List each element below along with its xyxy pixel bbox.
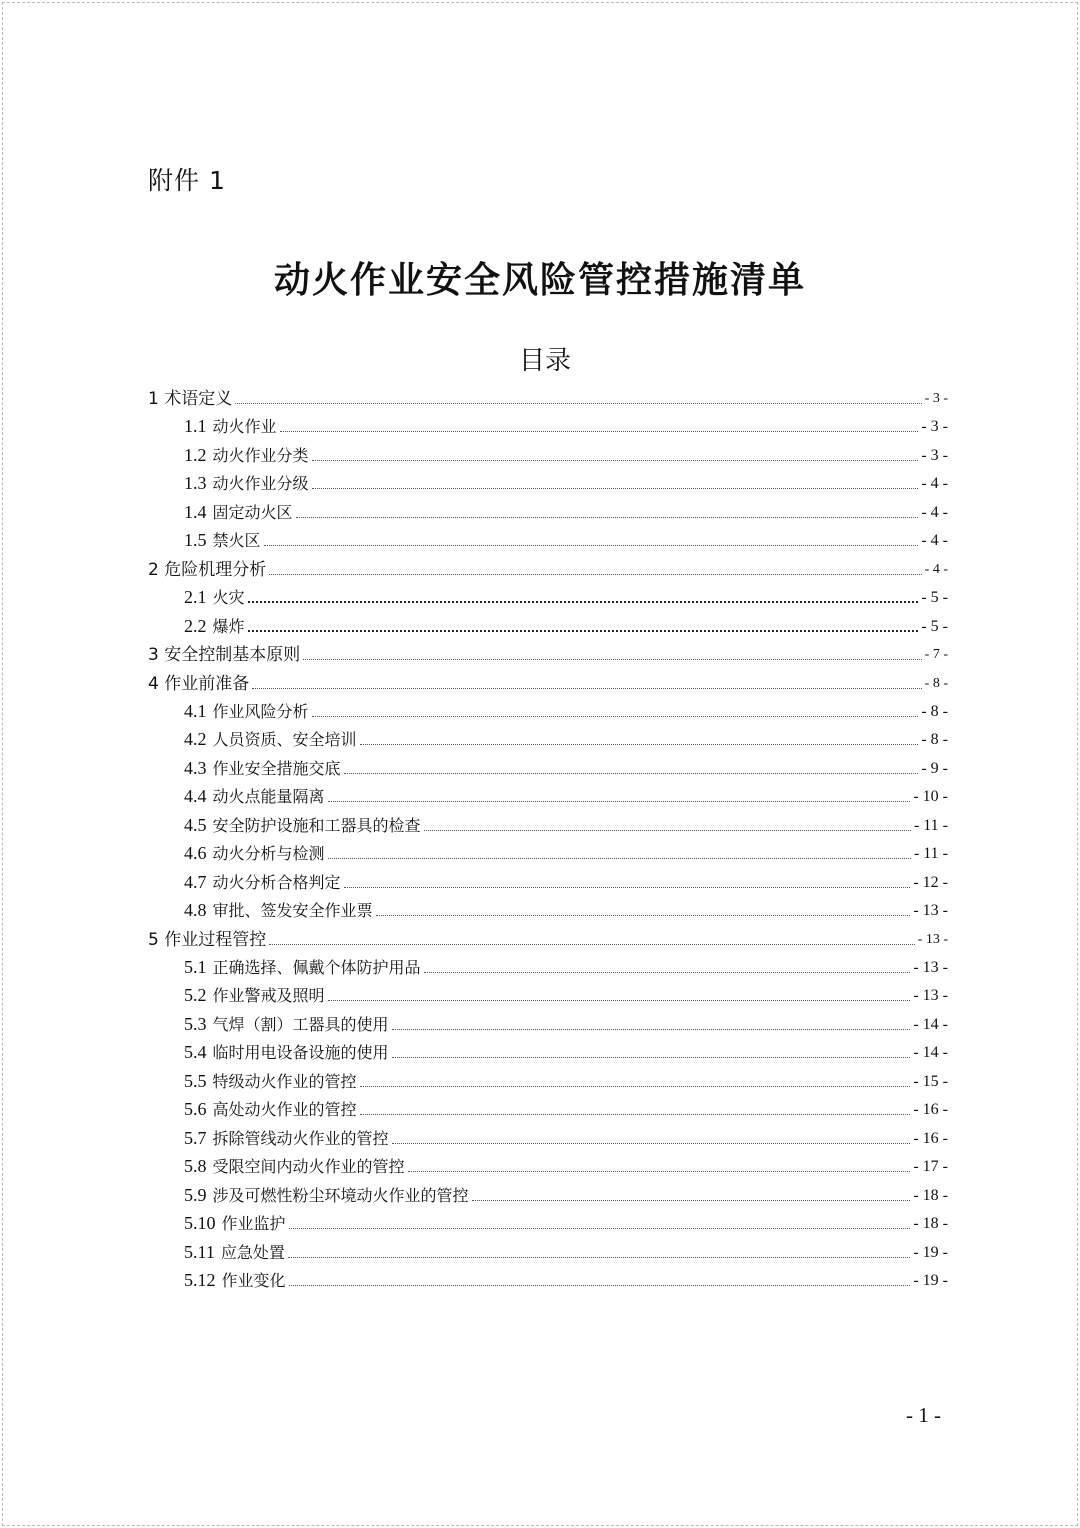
toc-entry-page: - 4 -: [921, 503, 948, 521]
toc-entry-number: 5.11: [184, 1241, 215, 1262]
toc-entry-page: - 11 -: [913, 816, 948, 834]
toc-entry-page: - 13 -: [913, 987, 948, 1005]
toc-entry-label: [184, 501, 296, 524]
toc-entry-number: 5.7: [184, 1127, 207, 1148]
page-number: - 1 -: [906, 1403, 941, 1427]
toc-entry-page: - 8 -: [921, 702, 948, 720]
toc-entry-number: 2.2: [184, 615, 207, 636]
toc-entry-text: 作业风险分析: [212, 701, 309, 721]
toc-dot-leader: [252, 687, 921, 689]
toc-entry-number: 5.12: [184, 1269, 216, 1290]
toc-entry[interactable]: [184, 951, 948, 979]
toc-dot-leader: [472, 1199, 911, 1201]
toc-dot-leader: [328, 999, 911, 1001]
toc-entry[interactable]: [184, 1036, 948, 1064]
toc-entry-label: [184, 842, 328, 865]
toc-entry-page: - 4 -: [921, 532, 948, 550]
toc-entry[interactable]: [184, 1236, 948, 1264]
toc-dot-leader: [328, 800, 911, 802]
toc-entry-text: 动火分析合格判定: [212, 872, 341, 892]
toc-entry-label: [148, 644, 303, 666]
toc-entry-page: - 19 -: [913, 1271, 948, 1289]
toc-entry-label: [184, 728, 360, 751]
toc-dot-leader: [376, 914, 911, 916]
toc-entry-text: 气焊（割）工器具的使用: [212, 1014, 389, 1034]
toc-entry-page: - 5 -: [921, 589, 948, 607]
toc-entry-label: [184, 472, 312, 495]
toc-entry-label: [148, 929, 269, 951]
toc-dot-leader: [269, 573, 921, 575]
toc-entry[interactable]: [184, 1122, 948, 1150]
toc-dot-leader: [360, 1085, 911, 1087]
toc-entry[interactable]: [184, 1264, 948, 1292]
toc-entry-text: 动火点能量隔离: [212, 787, 325, 807]
toc-entry[interactable]: [184, 809, 948, 837]
toc-entry-label: [184, 1184, 472, 1207]
toc-entry[interactable]: [148, 382, 948, 410]
toc-entry-label: [184, 586, 248, 609]
toc-entry-page: - 5 -: [921, 617, 948, 635]
toc-entry-text: 安全控制基本原则: [164, 645, 301, 666]
toc-entry[interactable]: [184, 581, 948, 609]
toc-entry[interactable]: [184, 439, 948, 467]
toc-entry-page: - 8 -: [921, 731, 948, 749]
toc-entry-text: 临时用电设备设施的使用: [212, 1043, 389, 1063]
toc-entry-label: [184, 1041, 392, 1064]
toc-dot-leader: [408, 1170, 911, 1172]
toc-entry-label: [184, 1155, 408, 1178]
toc-entry[interactable]: [184, 894, 948, 922]
toc-entry-text: 安全防护设施和工器具的检查: [212, 815, 421, 835]
toc-entry[interactable]: [184, 723, 948, 751]
toc-entry-label: [184, 529, 264, 552]
toc-entry-text: 作业安全措施交底: [212, 758, 341, 778]
toc-entry-page: - 16 -: [913, 1129, 948, 1147]
toc-entry-number: 4.2: [184, 729, 207, 750]
toc-entry-label: [184, 984, 328, 1007]
toc-entry[interactable]: [184, 1065, 948, 1093]
toc-entry[interactable]: [184, 780, 948, 808]
toc-entry-text: 禁火区: [212, 531, 261, 551]
toc-entry-number: 2: [148, 559, 165, 580]
toc-dot-leader: [235, 402, 921, 404]
toc-entry-number: 5.4: [184, 1042, 207, 1063]
toc-entry-page: - 8 -: [924, 675, 948, 691]
toc-entry[interactable]: [184, 1207, 948, 1235]
toc-entry-label: [184, 415, 280, 438]
toc-entry-number: 5.8: [184, 1156, 207, 1177]
toc-entry-number: 4.6: [184, 843, 207, 864]
toc-entry-number: 5.5: [184, 1070, 207, 1091]
toc-entry-label: [148, 673, 252, 695]
toc-entry-text: 火灾: [212, 588, 245, 608]
toc-entry-label: [184, 1212, 289, 1235]
toc-entry[interactable]: [184, 837, 948, 865]
toc-entry-label: [184, 1269, 289, 1292]
toc-entry-number: 4.8: [184, 900, 207, 921]
toc-entry-text: 拆除管线动火作业的管控: [212, 1128, 389, 1148]
toc-dot-leader: [360, 743, 919, 745]
toc-dot-leader: [280, 430, 919, 432]
toc-entry[interactable]: [184, 1093, 948, 1121]
toc-entry-number: 4.5: [184, 814, 207, 835]
toc-entry-label: [184, 1127, 392, 1150]
toc-entry-number: 5.6: [184, 1099, 207, 1120]
toc-entry-label: [184, 871, 344, 894]
toc-entry-text: 高处动火作业的管控: [212, 1100, 357, 1120]
toc-entry[interactable]: [148, 553, 948, 581]
toc-entry-text: 动火分析与检测: [212, 844, 325, 864]
toc-entry[interactable]: [184, 1008, 948, 1036]
toc-entry-number: 4: [148, 673, 165, 694]
toc-dot-leader: [264, 544, 919, 546]
toc-entry-label: [184, 1098, 360, 1121]
toc-dot-leader: [303, 658, 921, 660]
toc-entry-page: - 18 -: [913, 1215, 948, 1233]
toc-entry-text: 动火作业分级: [212, 474, 309, 494]
toc-dot-leader: [344, 772, 919, 774]
toc-heading: 目录: [518, 346, 571, 376]
toc-entry-label: [148, 559, 269, 581]
toc-entry-number: 5.3: [184, 1013, 207, 1034]
toc-entry-number: 1.4: [184, 501, 207, 522]
toc-entry-number: 1.2: [184, 444, 207, 465]
toc-entry-number: 5.2: [184, 985, 207, 1006]
toc-entry-text: 正确选择、佩戴个体防护用品: [212, 958, 421, 977]
toc-entry[interactable]: [184, 410, 948, 438]
toc-dot-leader: [312, 459, 919, 461]
toc-entry-text: 动火作业: [212, 417, 277, 437]
toc-entry-page: - 13 -: [913, 902, 948, 920]
toc-entry[interactable]: [184, 1150, 948, 1178]
toc-entry-label: [184, 444, 312, 467]
toc-entry[interactable]: [184, 1179, 948, 1207]
toc-entry-label: [184, 785, 328, 808]
toc-entry[interactable]: [184, 752, 948, 780]
toc-entry-text: 固定动火区: [212, 502, 293, 522]
toc-entry-text: 作业前准备: [164, 673, 250, 694]
toc-entry-page: - 7 -: [924, 647, 948, 663]
toc-entry-text: 作业过程管控: [164, 929, 267, 950]
toc-entry-number: 1: [148, 389, 165, 409]
toc-entry-text: 动火作业分类: [212, 445, 309, 465]
toc-entry-label: [148, 388, 235, 410]
toc-entry-number: 4.3: [184, 757, 207, 778]
toc-entry-number: 3: [148, 645, 165, 666]
toc-entry[interactable]: [148, 638, 948, 666]
toc-entry-page: - 12 -: [913, 873, 948, 891]
toc-entry-number: 5.1: [184, 957, 207, 977]
toc-entry-page: - 3 -: [924, 391, 948, 406]
toc-entry-page: - 19 -: [913, 1243, 948, 1261]
toc-entry-text: 特级动火作业的管控: [212, 1071, 357, 1091]
toc-entry-text: 涉及可燃性粉尘环境动火作业的管控: [212, 1185, 469, 1205]
toc-entry-text: 审批、签发安全作业票: [212, 901, 373, 921]
attachment-label: 附件 1: [148, 166, 226, 195]
toc-entry-page: - 11 -: [913, 845, 948, 863]
toc-dot-leader: [248, 629, 919, 632]
toc-entry-number: 1.3: [184, 473, 207, 494]
toc-entry[interactable]: [184, 979, 948, 1007]
toc-entry[interactable]: [148, 667, 948, 695]
toc-entry-page: - 17 -: [913, 1158, 948, 1176]
toc-dot-leader: [392, 1142, 911, 1144]
toc-dot-leader: [296, 516, 919, 518]
toc-entry-page: - 9 -: [921, 759, 948, 777]
toc-entry-number: 5.9: [184, 1184, 207, 1205]
toc-entry-text: 作业监护: [221, 1214, 286, 1234]
toc-entry-number: 5.10: [184, 1213, 216, 1234]
toc-dot-leader: [289, 1227, 911, 1229]
toc-entry-text: 危险机理分析: [164, 559, 267, 580]
toc-dot-leader: [392, 1056, 911, 1058]
toc-entry-label: [184, 814, 424, 837]
toc-entry-text: 受限空间内动火作业的管控: [212, 1157, 405, 1177]
toc-entry-page: - 15 -: [913, 1072, 948, 1090]
toc-dot-leader: [424, 829, 911, 831]
toc-entry-text: 术语定义: [164, 389, 233, 409]
toc-dot-leader: [288, 1256, 910, 1258]
toc-entry-page: - 14 -: [913, 1015, 948, 1033]
toc-entry-label: [184, 757, 344, 780]
toc-entry-label: [184, 1241, 288, 1264]
toc-entry-number: 1.1: [184, 416, 207, 437]
toc-entry-page: - 14 -: [913, 1044, 948, 1062]
toc-entry[interactable]: [184, 695, 948, 723]
toc-entry[interactable]: [184, 496, 948, 524]
toc-entry-text: 作业警戒及照明: [212, 986, 325, 1006]
toc-dot-leader: [360, 1113, 911, 1115]
toc-dot-leader: [312, 487, 919, 489]
toc-entry-label: [184, 700, 312, 723]
toc-entry[interactable]: [184, 610, 948, 638]
toc-dot-leader: [312, 715, 919, 717]
toc-entry-number: 4.7: [184, 871, 207, 892]
toc-entry-label: [184, 899, 376, 922]
toc-entry-page: - 4 -: [924, 561, 948, 577]
toc-entry-label: [184, 1070, 360, 1093]
toc-entry-text: 爆炸: [212, 616, 245, 636]
toc-entry-page: - 13 -: [917, 931, 948, 947]
toc-entry-text: 人员资质、安全培训: [212, 730, 357, 750]
toc-entry-number: 4.1: [184, 700, 207, 721]
toc-dot-leader: [328, 857, 911, 859]
toc-entry-page: - 10 -: [913, 788, 948, 806]
toc-dot-leader: [344, 886, 911, 888]
toc-entry-text: 作业变化: [221, 1270, 286, 1290]
toc-entry-page: - 18 -: [913, 1186, 948, 1204]
toc-entry-page: - 3 -: [921, 418, 948, 436]
toc-dot-leader: [424, 971, 911, 973]
document-title: 动火作业安全风险管控措施清单: [273, 259, 806, 301]
toc-entry-number: 5: [148, 929, 165, 950]
toc-entry-page: - 16 -: [913, 1101, 948, 1119]
toc-entry-page: - 4 -: [921, 475, 948, 493]
toc-entry-page: - 13 -: [913, 959, 948, 976]
toc-entry[interactable]: [184, 524, 948, 552]
toc-dot-leader: [392, 1028, 911, 1030]
toc-entry-text: 应急处置: [220, 1242, 285, 1262]
toc-dot-leader: [269, 943, 914, 945]
toc-entry-label: [184, 956, 424, 979]
toc-entry[interactable]: [184, 866, 948, 894]
toc-dot-leader: [289, 1284, 911, 1286]
toc-entry-label: [184, 615, 248, 638]
toc-entry-number: 2.1: [184, 587, 207, 608]
toc-entry[interactable]: [148, 923, 948, 951]
toc-entry-label: [184, 1013, 392, 1036]
toc-entry-page: - 3 -: [921, 446, 948, 464]
toc-dot-leader: [248, 600, 919, 603]
toc-entry[interactable]: [184, 467, 948, 495]
toc-entry-number: 1.5: [184, 530, 207, 551]
toc-entry-number: 4.4: [184, 786, 207, 807]
